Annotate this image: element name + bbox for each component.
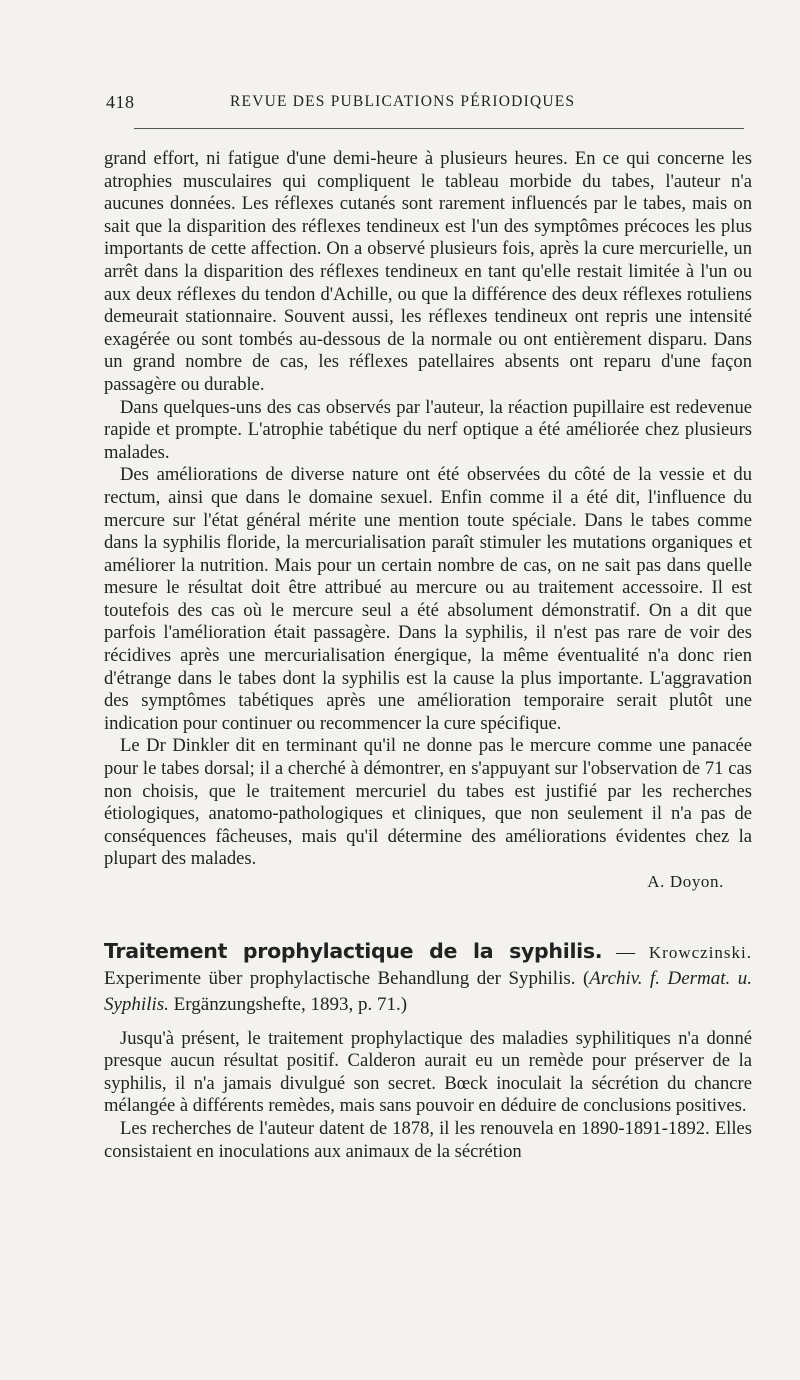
journal-name: Archiv. f. Dermat. u. Syphilis. — [104, 967, 752, 1015]
title-dash: — — [602, 941, 649, 963]
article-body — [104, 148, 752, 1163]
running-head: REVUE DES PUBLICATIONS PÉRIODIQUES — [230, 93, 576, 110]
article-title: Traitement prophylactique de la syphilis. — [104, 938, 603, 963]
header-rule — [134, 128, 744, 129]
page-number: 418 — [106, 92, 135, 112]
paragraph: Jusqu'à présent, le traitement prophylactique des maladies syphilitiques n'a donné presque aucun résultat positif. Calderon aurait eu un remède pour préserver de la syphilis, il n'a jamais divulgué son secret. Bœck inoculait la sécrétion du chancre mélangée à différents remèdes, mais sans pouvoir en déduire de conclusions positives. — [104, 1027, 752, 1117]
article-author: Krowczinski. — [648, 942, 753, 962]
paragraph: Dans quelques-uns des cas observés par l'auteur, la réaction pupillaire est redevenue rapide et prompte. L'atrophie tabétique du nerf optique a été améliorée chez plusieurs malades. — [104, 396, 752, 463]
article-heading — [104, 938, 752, 1018]
paragraph: Les recherches de l'auteur datent de 1878, il les renouvela en 1890-1891-1892. Elles consistaient en inoculations aux animaux de la sécrétion — [104, 1117, 752, 1162]
paragraph: grand effort, ni fatigue d'une demi-heure à plusieurs heures. En ce qui concerne les atrophies musculaires qui compliquent le tableau morbide du tabes, l'auteur n'a aucunes données. Les réflexes cutanés sont rarement influencés par le tabes, mais on sait que la disparition des réflexes tendineux est l'un des symptômes précoces les plus importants de cette affection. On a observé plusieurs fois, après la cure mercurielle, un arrêt dans la disparition des réflexes tendineux en tant qu'elle restait limitée à l'un ou aux deux réflexes du tendon d'Achille, ou que la différence des deux réflexes rotuliens demeurait stationnaire. Souvent aussi, les réflexes tendineux ont repris une intensité exagérée ou sont tombés au-dessous de la normale ou ont entièrement disparu. Dans un grand nombre de cas, les réflexes patellaires absents ont reparu d'une façon passagère ou durable. — [104, 148, 752, 395]
paragraph: Des améliorations de diverse nature ont été observées du côté de la vessie et du rectum, ainsi que dans le domaine sexuel. Enfin comme il a été dit, l'influence du mercure sur l'état général mérite une mention toute spéciale. Dans le tabes comme dans la syphilis floride, la mercurialisation paraît stimuler les mutations organiques et améliorer la nutrition. Mais pour un certain nombre de cas, on ne sait pas dans quelle mesure le résultat doit être attribué au mercure ou au traitement accessoire. Il est toutefois des cas où le mercure seul a été absolument démonstratif. On a dit que parfois l'amélioration était passagère. Dans la syphilis, il n'est pas rare de voir des récidives après une mercurialisation énergique, la même éventualité n'a donc rien d'étrange dans le tabes dont la syphilis est la cause la plus importante. L'aggravation des symptômes tabétiques après une amélioration temporaire serait plutôt une indication pour continuer ou recommencer la cure spécifique. — [104, 464, 752, 734]
signature: A. Doyon. — [647, 872, 724, 891]
reference-text: Experimente über prophylactische Behandlung der Syphilis. ( — [104, 967, 590, 989]
paragraph: Le Dr Dinkler dit en terminant qu'il ne donne pas le mercure comme une panacée pour le tabes dorsal; il a cherché à démontrer, en s'appuyant sur l'observation de 71 cas non choisis, que le traitement mercuriel du tabes est justifié par les recherches étiologiques, anatomo-pathologiques et cliniques, que non seulement il n'a pas de conséquences fâcheuses, mais qu'il détermine des améliorations évidentes chez la plupart des malades. — [104, 735, 752, 870]
page-header — [106, 92, 746, 116]
reference-tail: Ergänzungshefte, 1893, p. 71.) — [168, 993, 408, 1015]
